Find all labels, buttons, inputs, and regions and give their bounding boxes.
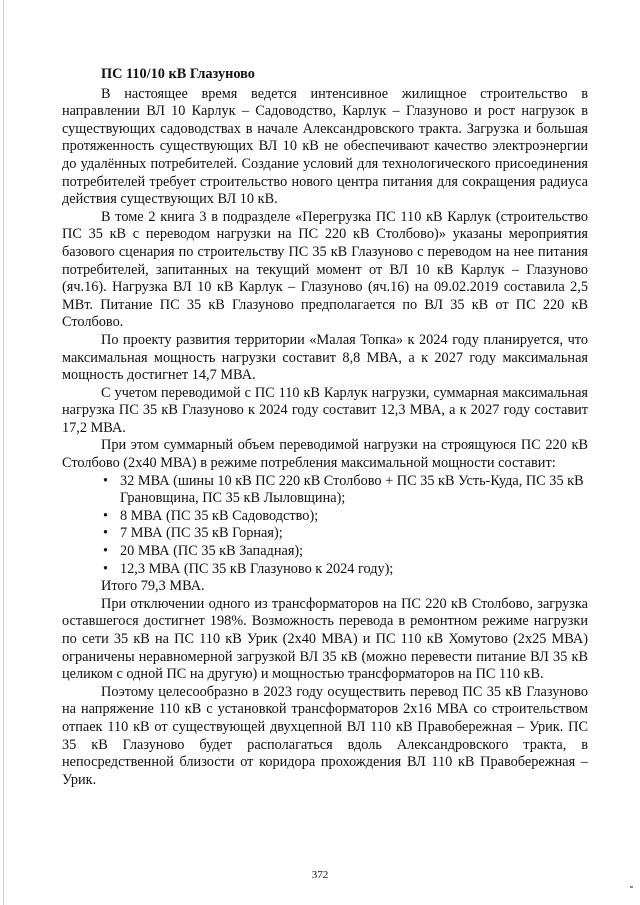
paragraph-outage: При отключении одного из трансформаторов на ПС 220 кВ Столбово, загрузка оставшегося достигнет 198%. Возможность перевода в ремонтном режиме нагрузки по сети 35 кВ на ПС 110 кВ Урик (2х40 МВА) и ПС 110 кВ Хомутово (2х25 МВА) ограничены неравномерной загрузкой ВЛ 35 кВ (можно перевести питание ВЛ 35 кВ целиком с одной ПС на другую) и мощностью трансформаторов на ПС 110 кВ. bbox=[62, 595, 588, 683]
paragraph-malaya-topka: По проекту развития территории «Малая Топка» к 2024 году планируется, что максимальная мощность нагрузки составит 8,8 МВА, а к 2027 году максимальная мощность достигнет 14,7 МВА. bbox=[62, 331, 588, 384]
paragraph-intro: В настоящее время ведется интенсивное жилищное строительство в направлении ВЛ 10 Карлук – Садоводство, Карлук – Глазуново и рост нагрузок в существующих садоводствах в начале Александровского тракта. Загрузка и большая протяженность существующих ВЛ 10 кВ не обеспечивают качество электроэнергии до удалённых потребителей. Создание условий для технологического присоединения потребителей требует строительство нового центра питания для сокращения радиуса действия существующих ВЛ 10 кВ. bbox=[62, 85, 588, 208]
list-item-text: 20 МВА (ПС 35 кВ Западная); bbox=[120, 543, 304, 560]
page-number: 372 bbox=[311, 869, 329, 881]
list-item-text: 8 МВА (ПС 35 кВ Садоводство); bbox=[120, 507, 319, 524]
list-item bbox=[103, 560, 588, 579]
list-item-text: 32 МВА (шины 10 кВ ПС 220 кВ Столбово + ПС 35 кВ Усть-Куда, ПС 35 кВ Грановщина, ПС 35 кВ Лыловщина); bbox=[120, 472, 584, 507]
list-item-text: 7 МВА (ПС 35 кВ Горная); bbox=[120, 525, 283, 542]
list-item bbox=[103, 472, 588, 508]
bullet-icon: • bbox=[103, 560, 109, 577]
list-item bbox=[103, 543, 588, 561]
bullet-icon: • bbox=[103, 543, 109, 560]
bullet-icon: • bbox=[103, 525, 109, 542]
paragraph-conclusion: Поэтому целесообразно в 2023 году осуществить перевод ПС 35 кВ Глазуново на напряжение 110 кВ с установкой трансформаторов 2х16 МВА со строительством отпаек 110 кВ от существующей двухцепной ВЛ 110 кВ Правобережная – Урик. ПС 35 кВ Глазуново будет располагаться вдоль Александровского тракта, в непосредственной близости от коридора прохождения ВЛ 110 кВ Правобережная – Урик. bbox=[62, 683, 588, 788]
list-item bbox=[103, 507, 588, 526]
section-heading: ПС 110/10 кВ Глазуново bbox=[101, 66, 255, 82]
total-line: Итого 79,3 МВА. bbox=[101, 578, 205, 595]
paragraph-total-load: С учетом переводимой с ПС 110 кВ Карлук нагрузки, суммарная максимальная нагрузка ПС 35 кВ Глазуново к 2024 году составит 12,3 МВА, а к 2027 году составит 17,2 МВА. bbox=[62, 384, 588, 436]
load-list bbox=[62, 473, 588, 579]
list-item bbox=[103, 525, 588, 543]
bullet-icon: • bbox=[103, 507, 109, 524]
document-body bbox=[62, 66, 588, 789]
paragraph-transfer-volume: При этом суммарный объем переводимой нагрузки на строящуюся ПС 220 кВ Столбово (2х40 МВА) в режиме потребления максимальной мощности составит: bbox=[62, 437, 588, 472]
paragraph-base-scenario: В томе 2 книга 3 в подразделе «Перегрузка ПС 110 кВ Карлук (строительство ПС 35 кВ с переводом нагрузки на ПС 220 кВ Столбово)» указаны мероприятия базового сценария по строительству ПС 35 кВ Глазуново с переводом на нее питания потребителей, запитанных на текущий момент от ВЛ 10 кВ Карлук – Глазуново (яч.16). Нагрузка ВЛ 10 кВ Карлук – Глазуново (яч.16) на 09.02.2019 составила 2,5 МВт. Питание ПС 35 кВ Глазуново предполагается по ВЛ 35 кВ от ПС 220 кВ Столбово. bbox=[62, 208, 588, 331]
list-item-text: 12,3 МВА (ПС 35 кВ Глазуново к 2024 году); bbox=[120, 560, 394, 577]
scan-artifact bbox=[630, 886, 633, 888]
scan-edge-line bbox=[3, 0, 4, 905]
bullet-icon: • bbox=[103, 472, 109, 489]
